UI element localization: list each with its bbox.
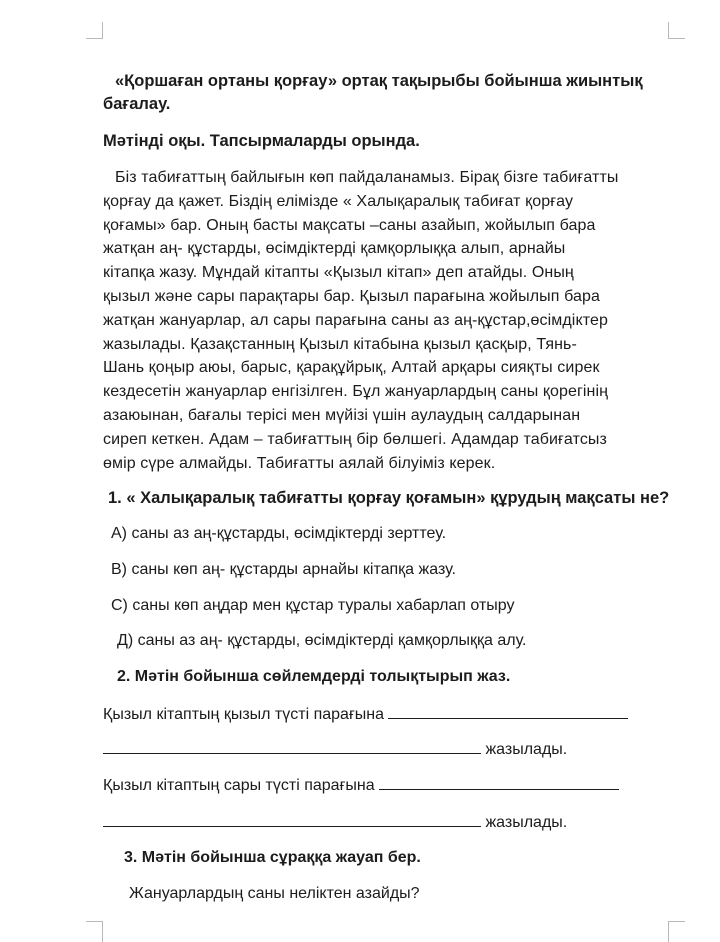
red-page-prompt: Қызыл кітаптың қызыл түсті парағына xyxy=(103,706,385,723)
paragraph-line: өмір сүре алмайды. Табиғатты аялай білуіміз керек. xyxy=(103,454,496,472)
paragraph-line: қорғау да қажет. Біздің елімізде « Халықаралық табиғат қорғау xyxy=(103,192,574,210)
paragraph-line: Біз табиғаттың байлығын көп пайдаланамыз. Бірақ бізге табиғатты xyxy=(115,169,619,186)
reading-paragraph xyxy=(103,166,673,475)
fill-line-yellow-page-cont xyxy=(103,812,567,833)
paragraph-line: жазылады. Қазақстанның Қызыл кітабына қызыл қасқыр, Тянь- xyxy=(103,335,577,353)
crop-mark-top-right xyxy=(668,22,685,39)
question-1-option-b: В) саны көп аң- құстарды арнайы кітапқа жазу. xyxy=(111,561,456,578)
paragraph-line: жатқан жануарлар, ал сары парағына саны аз аң-құстар,өсімдіктер xyxy=(103,311,608,329)
question-1-option-a: А) саны аз аң-құстарды, өсімдіктерді зерттеу. xyxy=(111,525,447,542)
answer-blank[interactable] xyxy=(103,739,481,754)
sentence-ending: жазылады. xyxy=(485,741,568,758)
paragraph-line: кездесетін жануарлар енгізілген. Бұл жануарлардың саны қорегінің xyxy=(103,383,609,401)
paragraph-line: кітапқа жазу. Мұндай кітапты «Қызыл кітап» деп атайды. Оның xyxy=(103,264,574,282)
paragraph-line: Шань қоңыр аюы, барыс, қарақұйрық, Алтай арқары сияқты сирек xyxy=(103,359,600,377)
paragraph-line: жатқан аң- құстарды, өсімдіктерді қамқорлыққа алып, арнайы xyxy=(103,240,566,258)
question-1-option-c: С) саны көп аңдар мен құстар туралы хабарлап отыру xyxy=(111,597,515,614)
crop-mark-top-left xyxy=(86,22,103,39)
fill-line-red-page-cont xyxy=(103,739,567,760)
document-title-line-2: бағалау. xyxy=(103,95,171,113)
answer-blank[interactable] xyxy=(379,775,619,790)
question-3: 3. Мәтін бойынша сұраққа жауап бер. xyxy=(124,849,421,866)
paragraph-line: азаюынан, бағалы терісі мен мүйізі үшін аулаудың салдарынан xyxy=(103,406,581,424)
fill-line-yellow-page xyxy=(103,775,619,796)
crop-mark-bottom-right xyxy=(668,921,685,942)
document-title-line-1: «Қоршаған ортаны қорғау» ортақ тақырыбы бойынша жиынтық xyxy=(115,72,643,90)
sentence-ending: жазылады. xyxy=(485,814,568,831)
paragraph-line: сиреп кеткен. Адам – табиғаттың бір бөлшегі. Адамдар табиғатсыз xyxy=(103,430,607,448)
answer-blank[interactable] xyxy=(388,704,628,719)
yellow-page-prompt: Қызыл кітаптың сары түсті парағына xyxy=(103,777,375,794)
question-1: 1. « Халықаралық табиғатты қорғау қоғамын» құрудың мақсаты не? xyxy=(108,489,670,507)
instruction-heading: Мәтінді оқы. Тапсырмаларды орында. xyxy=(103,132,420,150)
answer-blank[interactable] xyxy=(103,812,481,827)
question-3-prompt: Жануарлардың саны неліктен азайды? xyxy=(129,885,420,902)
paragraph-line: қоғамы» бар. Оның басты мақсаты –саны азайып, жойылып бара xyxy=(103,216,596,234)
question-2: 2. Мәтін бойынша сөйлемдерді толықтырып жаз. xyxy=(117,668,511,685)
paragraph-line: қызыл және сары парақтары бар. Қызыл парағына жойылып бара xyxy=(103,287,600,305)
question-1-option-d: Д) саны аз аң- құстарды, өсімдіктерді қамқорлыққа алу. xyxy=(117,632,527,649)
fill-line-red-page xyxy=(103,704,628,725)
crop-mark-bottom-left xyxy=(86,921,103,942)
